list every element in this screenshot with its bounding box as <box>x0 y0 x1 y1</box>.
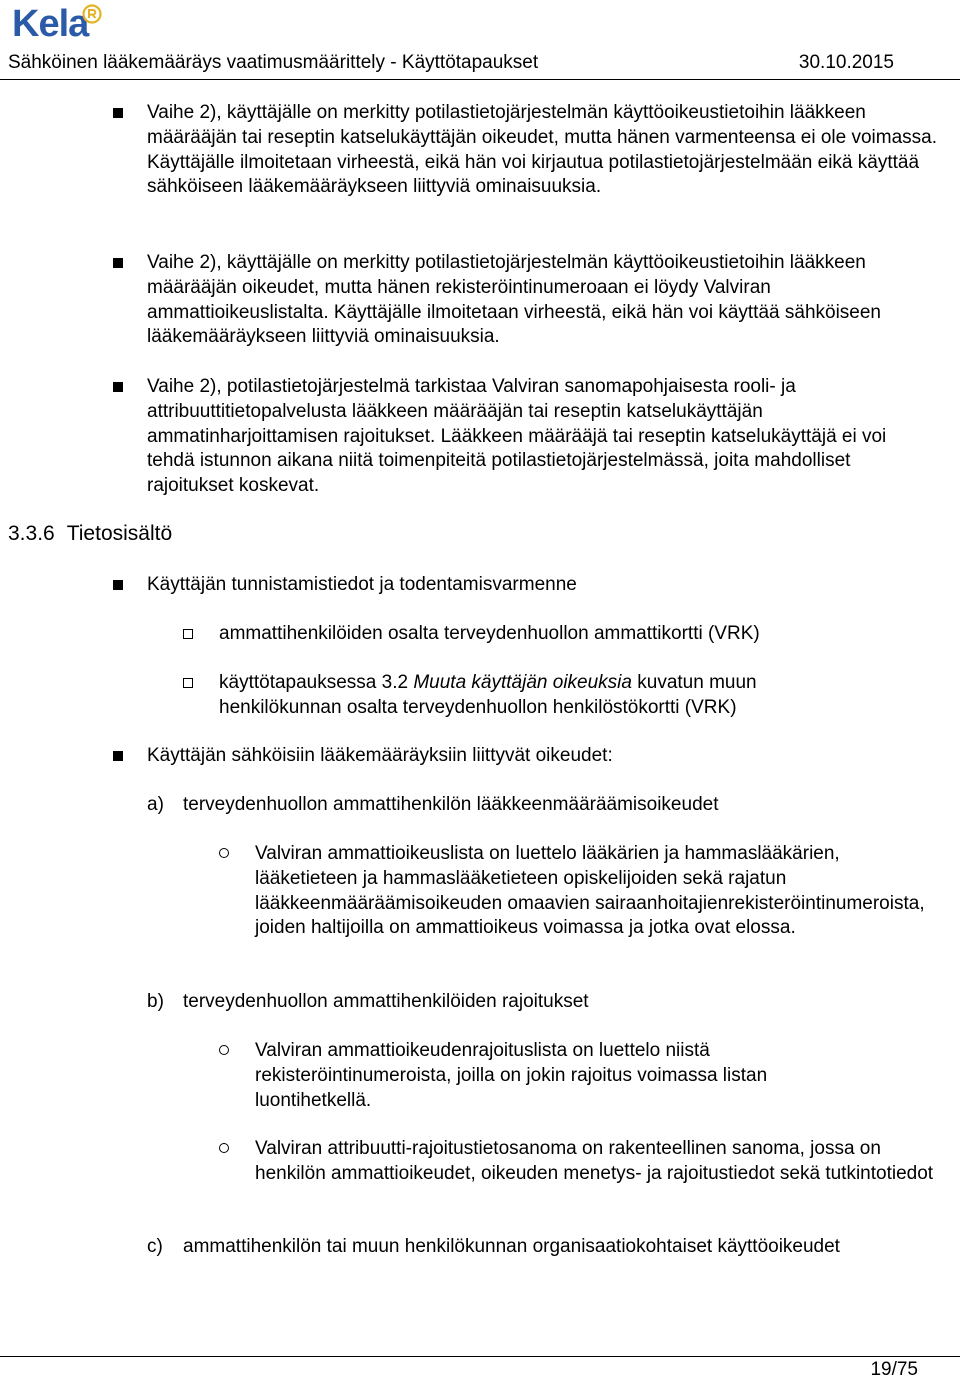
document-title: Sähköinen lääkemääräys vaatimusmäärittely - Käyttötapaukset <box>8 52 539 73</box>
bullet-open-square-icon <box>183 678 193 688</box>
bullet-text: Vaihe 2), potilastietojärjestelmä tarkistaa Valviran sanomapohjaisesta rooli- ja attribuuttitietopalvelusta lääkkeen määrääjän tai reseptin katselukäyttäjän ammatinharjoittamisen rajoitukset. Lääkkeen määrääjä tai reseptin katselukäyttäjä ei voi tehdä istunnon aikana niitä toimenpiteitä potilastietojärjestelmässä, joita mahdolliset rajoitukset koskevat. <box>147 376 887 497</box>
rights-subitem: Valviran ammattioikeuslista on luettelo lääkärien ja hammaslääkärien, lääketieteen ja hammaslääketieteen opiskelijoiden sekä rajatun lääkkeenmääräämisoikeuden omaavien sairaanhoitajienrekisteröintinumeroista, joiden haltijoilla on ammattioikeus voimassa ja jotka ovat elossa. <box>255 843 925 939</box>
rights-subitem: Valviran ammattioikeudenrajoituslista on luettelo niistä rekisteröintinumeroista, joilla on jokin rajoitus voimassa listan luontihetkellä. <box>255 1040 768 1111</box>
bullet-square-icon <box>113 751 123 761</box>
bullet-square-icon <box>113 108 123 118</box>
footer-rule <box>0 1356 960 1357</box>
section-number: 3.3.6 <box>8 522 55 545</box>
identification-item: ammattihenkilöiden osalta terveydenhuollon ammattikortti (VRK) <box>219 623 760 644</box>
kela-logo <box>12 2 88 48</box>
rights-item: terveydenhuollon ammattihenkilön lääkkeenmääräämisoikeudet <box>183 794 719 815</box>
identification-item <box>219 671 859 721</box>
bullet-square-icon <box>113 258 123 268</box>
item-text: käyttötapauksessa 3.2 <box>219 672 414 693</box>
bullet-open-square-icon <box>183 629 193 639</box>
bullet-square-icon <box>113 580 123 590</box>
logo-r-mark-icon <box>82 4 102 24</box>
item-text: kuvatun muun henkilökunnan osalta terveydenhuollon henkilöstökortti (VRK) <box>219 672 757 718</box>
list-letter: a) <box>147 794 164 815</box>
list-letter: c) <box>147 1236 163 1257</box>
identification-heading: Käyttäjän tunnistamistiedot ja todentamisvarmenne <box>147 574 577 595</box>
rights-subitem: Valviran attribuutti-rajoitustietosanoma on rakenteellinen sanoma, jossa on henkilön ammattioikeudet, oikeuden menetys- ja rajoitustiedot sekä tutkintotiedot <box>255 1138 934 1184</box>
bullet-circle-icon <box>219 1143 229 1153</box>
bullet-circle-icon <box>219 848 229 858</box>
document-date: 30.10.2015 <box>798 52 894 73</box>
section-title: Tietosisältö <box>66 522 173 545</box>
section-heading <box>8 521 172 547</box>
bullet-circle-icon <box>219 1045 229 1055</box>
rights-heading: Käyttäjän sähköisiin lääkemääräyksiin liittyvät oikeudet: <box>147 745 613 766</box>
bullet-square-icon <box>113 382 123 392</box>
bullet-text: Vaihe 2), käyttäjälle on merkitty potilastietojärjestelmän käyttöoikeustietoihin lääkkeen määrääjän oikeudet, mutta hänen rekisteröintinumeroaan ei löydy Valviran ammattioikeuslistalta. Käyttäjälle ilmoitetaan virheestä, eikä hän voi käyttää sähköiseen lääkemääräykseen liittyviä ominaisuuksia. <box>147 252 881 348</box>
rights-item: terveydenhuollon ammattihenkilöiden rajoitukset <box>183 991 589 1012</box>
list-letter: b) <box>147 991 164 1012</box>
bullet-text: Vaihe 2), käyttäjälle on merkitty potilastietojärjestelmän käyttöoikeustietoihin lääkkeen määrääjän tai reseptin katselukäyttäjän oikeudet, mutta hänen varmenteensa ei ole voimassa. Käyttäjälle ilmoitetaan virheestä, eikä hän voi kirjautua potilastietojärjestelmään eikä käyttää sähköiseen lääkemääräykseen liittyviä ominaisuuksia. <box>147 102 938 198</box>
header-rule <box>0 79 960 80</box>
logo-text: Kela <box>12 3 89 45</box>
rights-item: ammattihenkilön tai muun henkilökunnan organisaatiokohtaiset käyttöoikeudet <box>183 1236 840 1257</box>
usecase-reference: Muuta käyttäjän oikeuksia <box>413 672 632 693</box>
page-number: 19/75 <box>870 1359 918 1380</box>
